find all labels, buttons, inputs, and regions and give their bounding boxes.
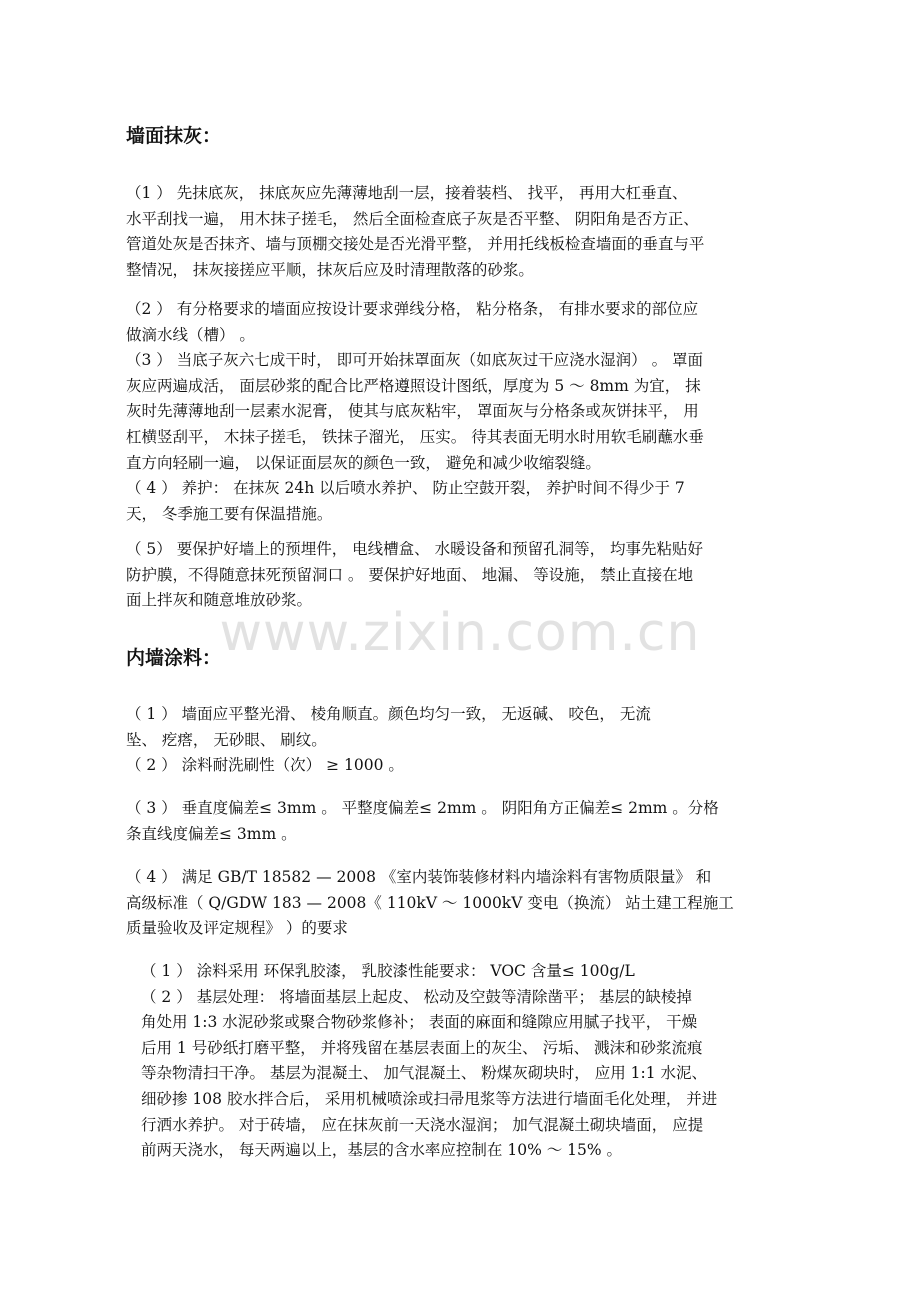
text-line: （ 4 ） 养护： 在抹灰 24h 以后喷水养护、 防止空鼓开裂， 养护时间不得少于 7 xyxy=(126,479,685,498)
text-line: 灰应两遍成活， 面层砂浆的配合比严格遵照设计图纸，厚度为 5 ～ 8mm 为宜， 抹 xyxy=(126,376,701,395)
paragraph-plastering-2-4 xyxy=(126,297,826,527)
text-line: 做滴水线（槽） 。 xyxy=(126,325,255,344)
text-line: 天， 冬季施工要有保温措施。 xyxy=(126,504,333,523)
text-line: （ 1 ） 墙面应平整光滑、 棱角顺直。颜色均匀一致， 无返碱、 咬色， 无流 xyxy=(126,705,651,723)
text-line: 角处用 1:3 水泥砂浆或聚合物砂浆修补； 表面的麻面和缝隙应用腻子找平， 干燥 xyxy=(141,1013,698,1032)
paragraph-paint-sub-items xyxy=(141,959,841,1164)
text-line: （ 1 ） 涂料采用 环保乳胶漆， 乳胶漆性能要求： VOC 含量≤ 100g/L xyxy=(141,962,635,980)
text-line: 灰时先薄薄地刮一层素水泥膏， 使其与底灰粘牢， 罩面灰与分格条或灰饼抹平， 用 xyxy=(126,402,699,421)
text-line: （ 2 ） 基层处理： 将墙面基层上起皮、 松动及空鼓等清除凿平； 基层的缺棱掉 xyxy=(141,987,692,1006)
paragraph-paint-1-2 xyxy=(126,702,826,779)
text-line: 条直线度偏差≤ 3mm 。 xyxy=(126,824,297,843)
text-line: 细砂掺 108 胶水拌合后， 采用机械喷涂或扫帚甩浆等方法进行墙面毛化处理， 并进 xyxy=(141,1089,718,1108)
text-line: 前两天浇水， 每天两遍以上，基层的含水率应控制在 10% ～ 15% 。 xyxy=(141,1141,623,1160)
text-line: 面上拌灰和随意堆放砂浆。 xyxy=(126,591,313,610)
text-line: （ 4 ） 满足 GB/T 18582 — 2008 《室内装饰装修材料内墙涂料有害物质限量》 和 xyxy=(126,868,712,886)
text-line: 高级标准（ Q/GDW 183 — 2008《 110kV ～ 1000kV 变电（换流） 站土建工程施工 xyxy=(126,893,734,912)
text-line: 直方向轻刷一遍， 以保证面层灰的颜色一致， 避免和减少收缩裂缝。 xyxy=(126,453,601,472)
text-line: 行洒水养护。 对于砖墙， 应在抹灰前一天浇水湿润； 加气混凝土砌块墙面， 应提 xyxy=(141,1115,704,1134)
text-line: （2 ） 有分格要求的墙面应按设计要求弹线分格， 粘分格条， 有排水要求的部位应 xyxy=(126,300,699,318)
text-line: 整情况， 抹灰接搓应平顺，抹灰后应及时清理散落的砂浆。 xyxy=(126,260,534,279)
text-line: 管道处灰是否抹齐、墙与顶棚交接处是否光滑平整， 并用托线板检查墙面的垂直与平 xyxy=(126,235,705,254)
text-line: （ 2 ） 涂料耐洗刷性（次） ≥ 1000 。 xyxy=(126,756,404,775)
text-line: 水平刮找一遍， 用木抹子搓毛， 然后全面检查底子灰是否平整、 阴阳角是否方正、 xyxy=(126,209,699,228)
paragraph-paint-3 xyxy=(126,796,826,847)
watermark: www.zixin.com.cn xyxy=(219,603,701,663)
text-line: （ 3 ） 垂直度偏差≤ 3mm 。 平整度偏差≤ 2mm 。 阴阳角方正偏差≤ 2mm 。分格 xyxy=(126,799,719,817)
text-line: 坠、 疙瘩， 无砂眼、 刷纹。 xyxy=(126,730,327,749)
paragraph-paint-4 xyxy=(126,865,826,942)
section-heading-interior-paint: 内墙涂料： xyxy=(126,647,222,669)
text-line: 防护膜，不得随意抹死预留洞口 。 要保护好地面、 地漏、 等设施， 禁止直接在地 xyxy=(126,565,694,584)
text-line: 后用 1 号砂纸打磨平整， 并将残留在基层表面上的灰尘、 污垢、 溅沫和砂浆流痕 xyxy=(141,1038,703,1057)
paragraph-plastering-1 xyxy=(126,181,826,283)
section-heading-wall-plastering: 墙面抹灰： xyxy=(126,125,222,147)
text-line: （ 5） 要保护好墙上的预埋件， 电线槽盒、 水暖设备和预留孔洞等， 均事先粘贴好 xyxy=(126,540,703,558)
paragraph-plastering-5 xyxy=(126,537,826,614)
text-line: 质量验收及评定规程》 ）的要求 xyxy=(126,919,348,938)
text-line: 等杂物清扫干净。 基层为混凝土、 加气混凝土、 粉煤灰砌块时， 应用 1:1 水泥、 xyxy=(141,1064,708,1083)
text-line: 杠横竖刮平， 木抹子搓毛， 铁抹子溜光， 压实。 待其表面无明水时用软毛刷蘸水垂 xyxy=(126,427,704,446)
text-line: （3 ） 当底子灰六七成干时， 即可开始抹罩面灰（如底灰过干应浇水湿润） 。 罩面 xyxy=(126,351,703,370)
text-line: （1 ） 先抹底灰， 抹底灰应先薄薄地刮一层，接着装档、 找平， 再用大杠垂直、 xyxy=(126,184,688,202)
